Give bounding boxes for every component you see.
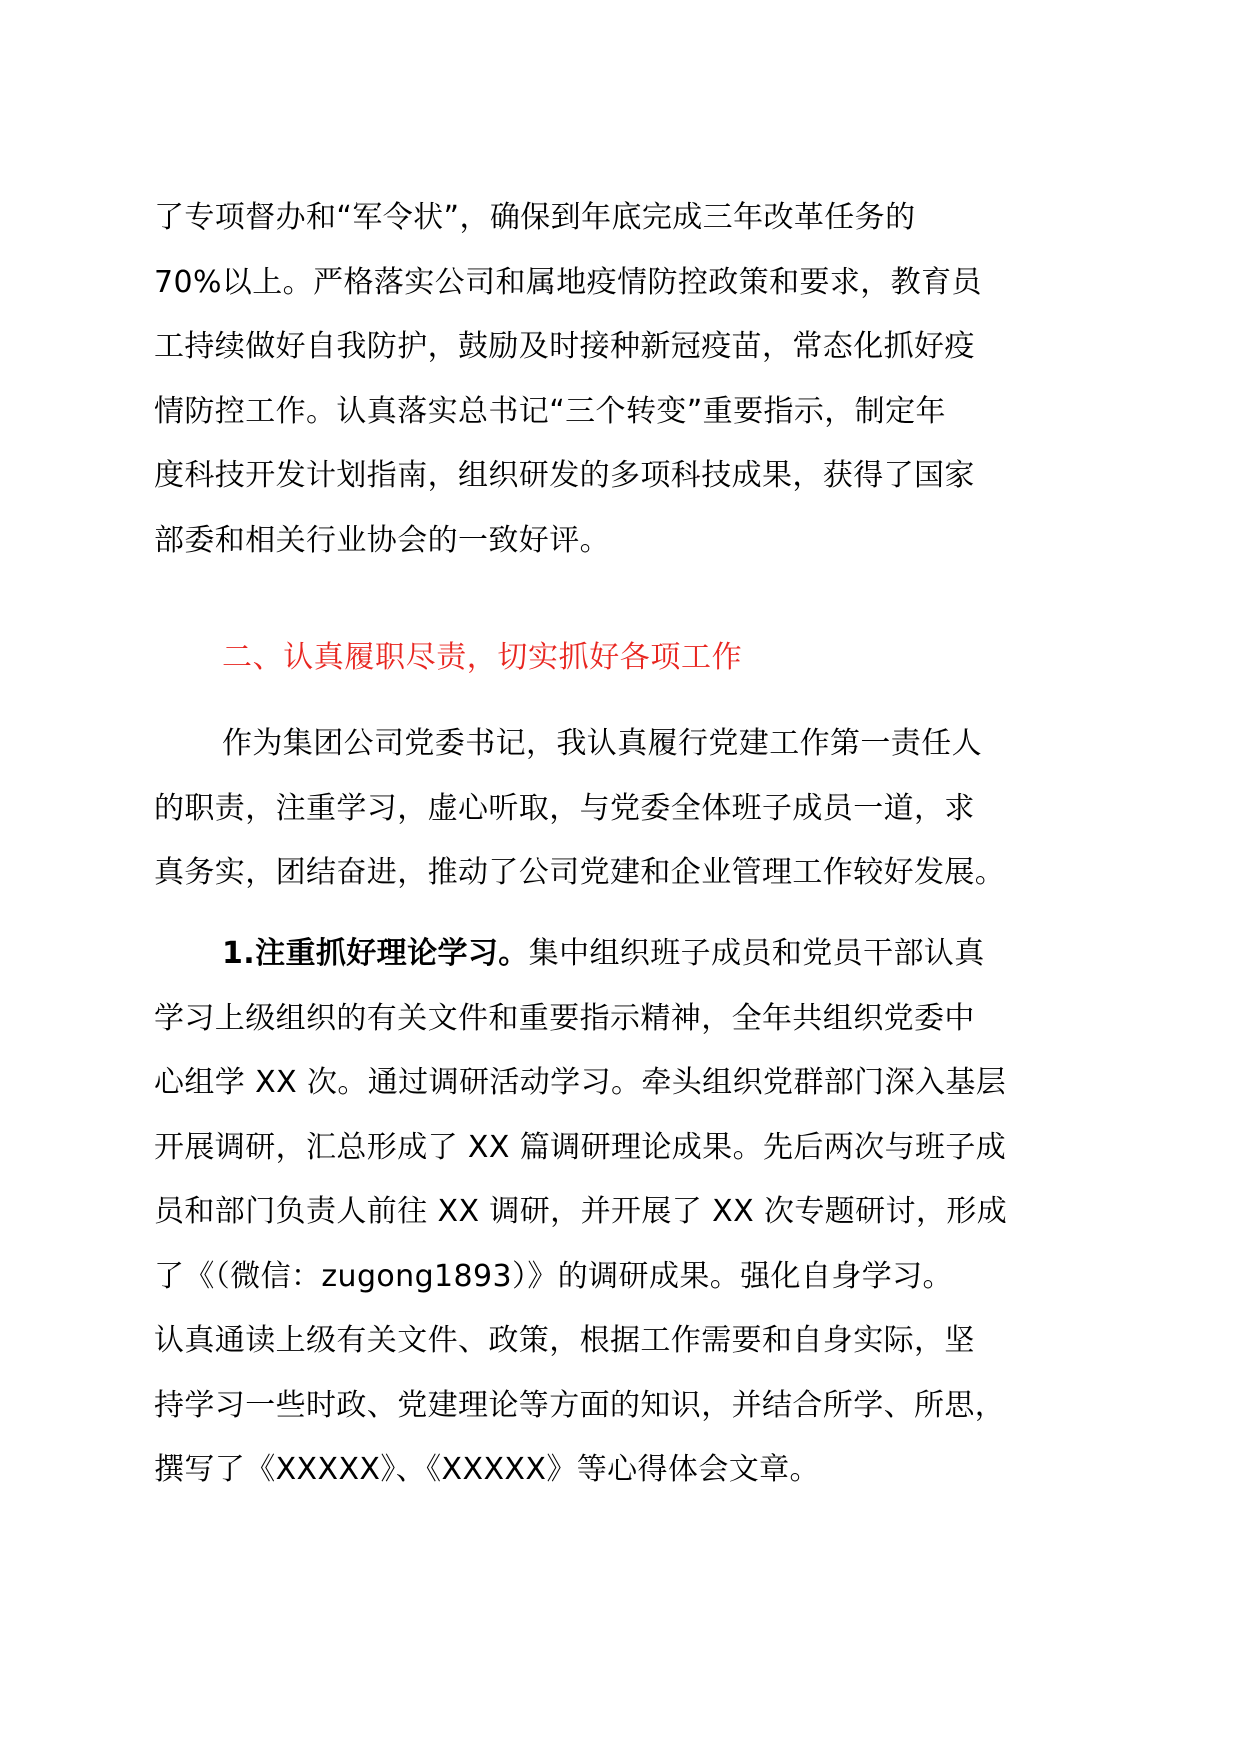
paragraph-line: 情防控工作。认真落实总书记“三个转变”重要指示，制定年 [154,393,946,429]
paragraph-line-text: 集中组织班子成员和党员干部认真 [528,936,985,971]
section-heading: 二、认真履职尽责，切实抓好各项工作 [222,640,743,675]
paragraph-line: 部委和相关行业协会的一致好评。 [154,522,610,558]
paragraph-line: 心组学 XX 次。通过调研活动学习。牵头组织党群部门深入基层 [154,1065,1007,1100]
paragraph-line-first [154,712,1094,777]
paragraph-line: 工持续做好自我防护，鼓励及时接种新冠疫苗，常态化抓好疫 [154,329,975,364]
subsection-heading: 1.注重抓好理论学习。 [222,936,529,971]
paragraph-line: 了专项督办和“军令状”，确保到年底完成三年改革任务的 [154,200,916,235]
paragraph-line: 开展调研，汇总形成了 XX 篇调研理论成果。先后两次与班子成 [154,1129,1007,1165]
paragraph-line-text: 作为集团公司党委书记，我认真履行党建工作第一责任人 [222,726,982,761]
paragraph-line: 真务实，团结奋进，推动了公司党建和企业管理工作较好发展。 [154,855,1006,890]
paragraph-line-first [154,922,1094,987]
paragraph-intro [154,712,1094,906]
paragraph-line: 认真通读上级有关文件、政策，根据工作需要和自身实际，坚 [154,1323,975,1358]
paragraph-continuation [154,186,1094,573]
paragraph-line: 的职责，注重学习，虚心听取，与党委全体班子成员一道，求 [154,790,975,826]
paragraph-theory-study [154,922,1094,1503]
paragraph-line: 学习上级组织的有关文件和重要指示精神，全年共组织党委中 [154,1000,975,1036]
paragraph-line: 员和部门负责人前往 XX 调研，并开展了 XX 次专题研讨，形成 [154,1194,1008,1229]
paragraph-line: 撰写了《XXXXX》、《XXXXX》等心得体会文章。 [154,1452,820,1487]
paragraph-line: 了《（微信：zugong1893）》的调研成果。强化自身学习。 [154,1258,953,1294]
paragraph-line: 70%以上。严格落实公司和属地疫情防控政策和要求，教育员 [154,264,982,300]
paragraph-line: 度科技开发计划指南，组织研发的多项科技成果，获得了国家 [154,458,975,493]
paragraph-line: 持学习一些时政、党建理论等方面的知识，并结合所学、所思， [154,1387,1006,1423]
